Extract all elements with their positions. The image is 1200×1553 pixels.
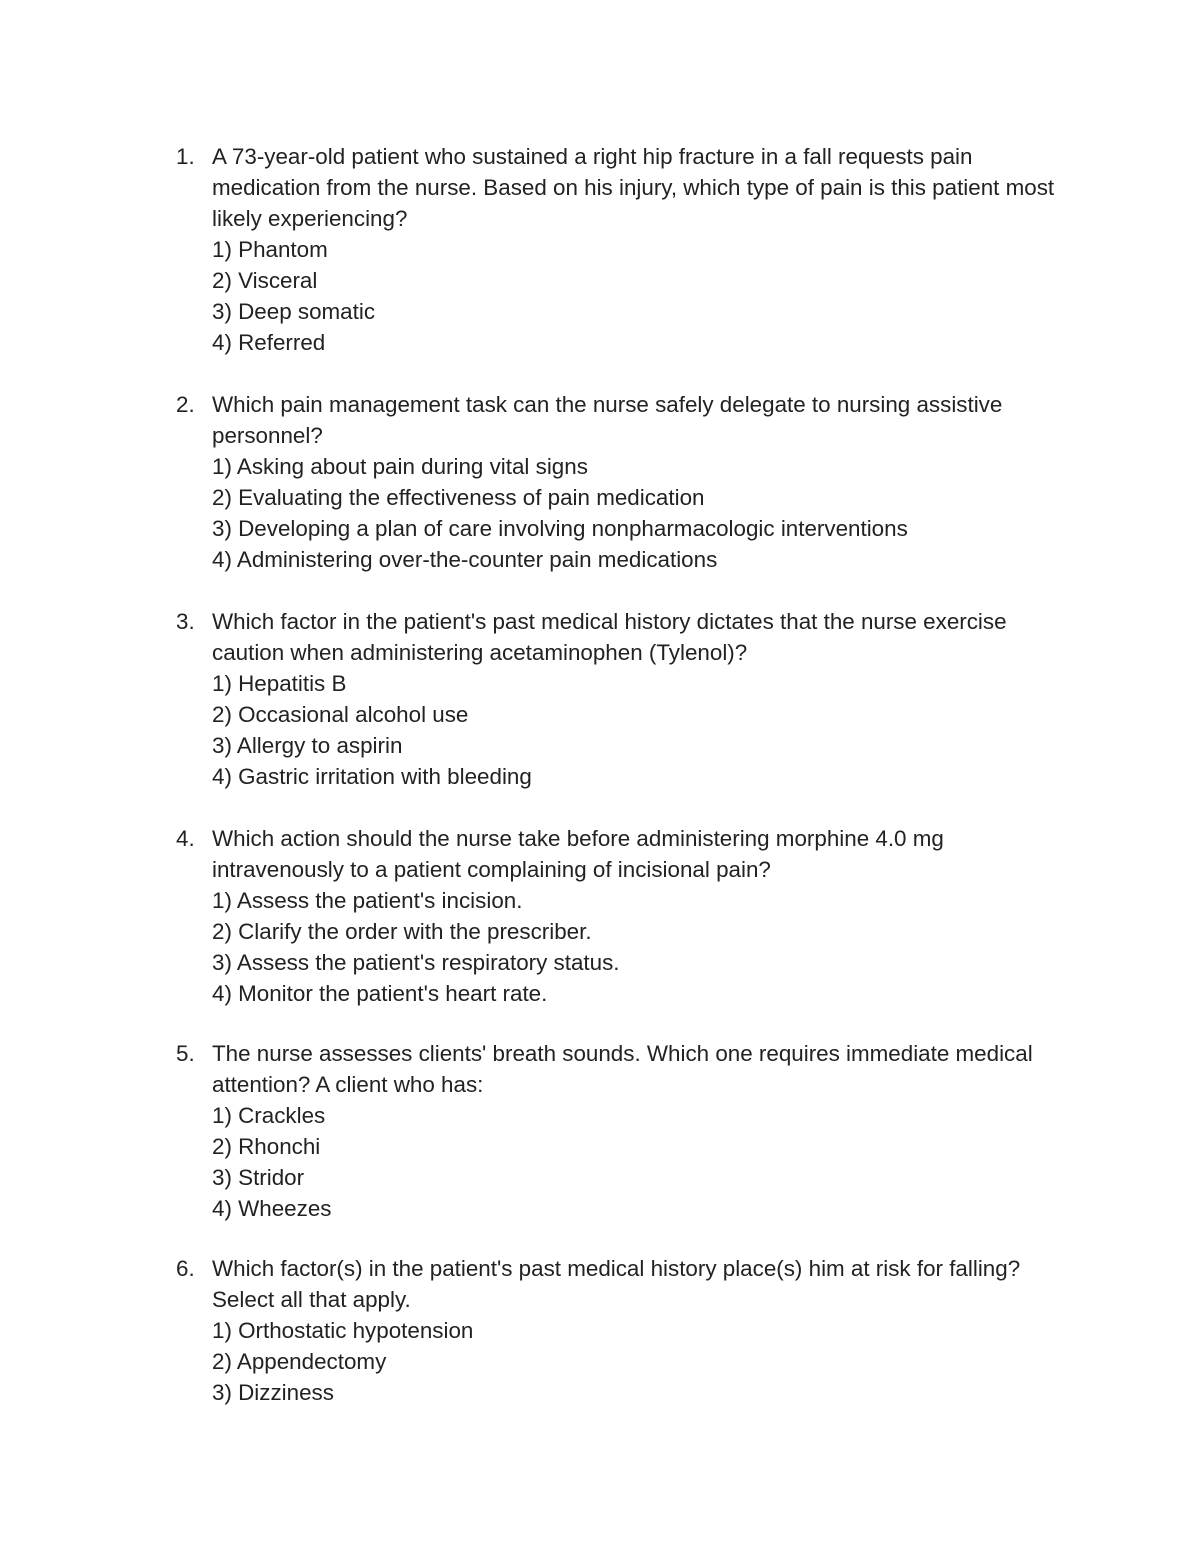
question-number: 2.	[176, 392, 195, 417]
answer-option: 1) Orthostatic hypotension	[212, 1318, 474, 1343]
answer-option: 3) Stridor	[212, 1165, 305, 1190]
answer-option: 3) Allergy to aspirin	[212, 733, 403, 758]
answer-option: 4) Referred	[212, 330, 326, 355]
answer-option: 4) Monitor the patient's heart rate.	[212, 981, 548, 1006]
question-stem: Which action should the nurse take before administering morphine 4.0 mg intravenously to a patient complaining of incisional pain?	[212, 826, 944, 882]
answer-option: 1) Asking about pain during vital signs	[212, 454, 588, 479]
question-number: 3.	[176, 609, 195, 634]
answer-option: 2) Evaluating the effectiveness of pain medication	[212, 485, 705, 510]
answer-option: 1) Hepatitis B	[212, 671, 347, 696]
question-stem: Which pain management task can the nurse safely delegate to nursing assistive personnel?	[212, 392, 1003, 448]
answer-option: 3) Assess the patient's respiratory status.	[212, 950, 620, 975]
answer-option: 2) Clarify the order with the prescriber.	[212, 919, 592, 944]
answer-option: 3) Dizziness	[212, 1380, 334, 1405]
answer-option: 4) Gastric irritation with bleeding	[212, 764, 532, 789]
question-6	[170, 1253, 1070, 1408]
answer-option: 1) Assess the patient's incision.	[212, 888, 523, 913]
question-stem: Which factor(s) in the patient's past medical history place(s) him at risk for falling? Select all that apply.	[212, 1256, 1021, 1312]
question-number: 6.	[176, 1256, 195, 1281]
question-stem: The nurse assesses clients' breath sounds. Which one requires immediate medical attention? A client who has:	[212, 1041, 1033, 1097]
question-2	[170, 389, 1070, 575]
question-stem: A 73-year-old patient who sustained a right hip fracture in a fall requests pain medication from the nurse. Based on his injury, which type of pain is this patient most likely experiencing?	[212, 144, 1055, 231]
answer-option: 2) Occasional alcohol use	[212, 702, 469, 727]
answer-option: 4) Wheezes	[212, 1196, 332, 1221]
answer-option: 2) Appendectomy	[212, 1349, 387, 1374]
question-number: 5.	[176, 1041, 195, 1066]
answer-option: 2) Rhonchi	[212, 1134, 321, 1159]
answer-option: 3) Deep somatic	[212, 299, 376, 324]
answer-option: 1) Phantom	[212, 237, 328, 262]
question-3	[170, 606, 1070, 792]
answer-option: 4) Administering over-the-counter pain medications	[212, 547, 718, 572]
answer-option: 2) Visceral	[212, 268, 318, 293]
question-1	[170, 141, 1070, 358]
question-stem: Which factor in the patient's past medical history dictates that the nurse exercise caution when administering acetaminophen (Tylenol)?	[212, 609, 1007, 665]
question-number: 4.	[176, 826, 195, 851]
question-4	[170, 823, 1070, 1009]
answer-option: 3) Developing a plan of care involving nonpharmacologic interventions	[212, 516, 908, 541]
question-5	[170, 1038, 1070, 1224]
question-number: 1.	[176, 144, 195, 169]
answer-option: 1) Crackles	[212, 1103, 326, 1128]
